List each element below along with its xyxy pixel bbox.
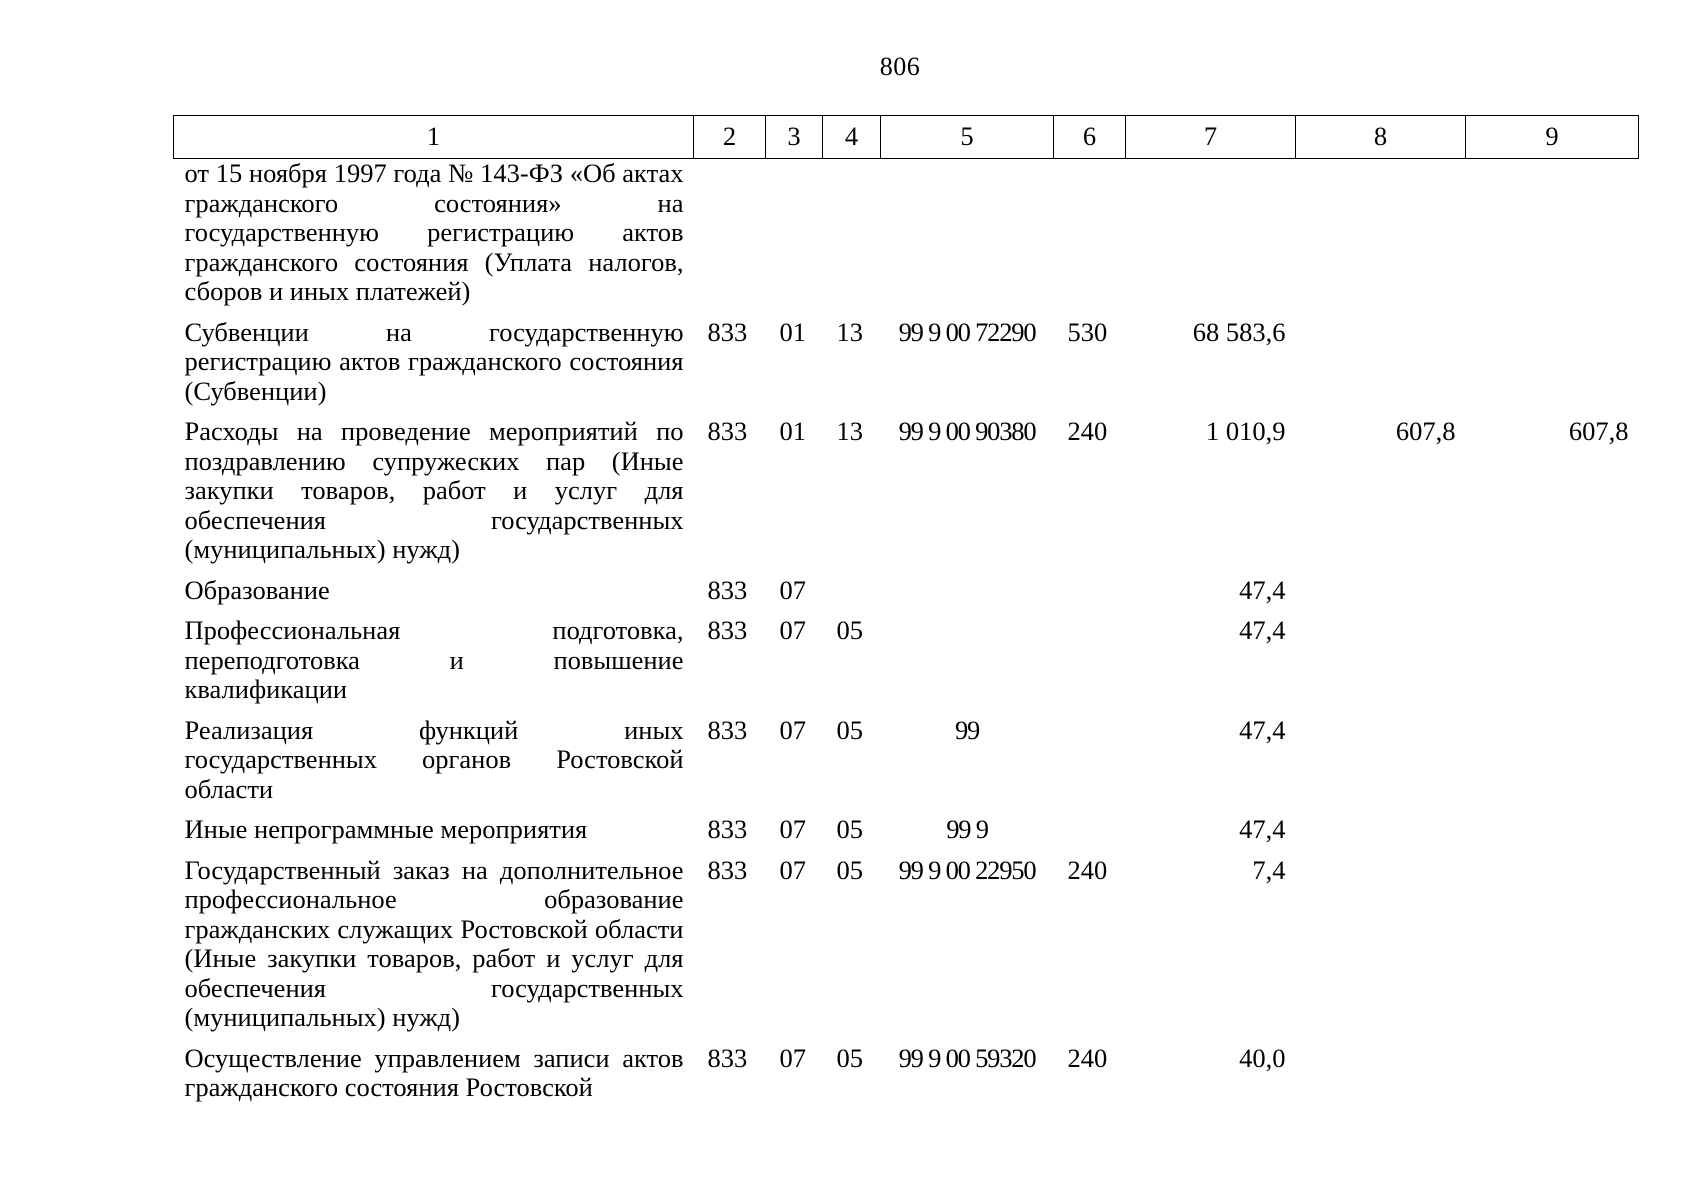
budget-table: [173, 115, 1639, 1114]
table-header: [174, 116, 1639, 159]
header-col-6: 6: [1054, 116, 1126, 159]
cell-department-code: 833: [707, 615, 748, 645]
cell-amount-col8: [1296, 576, 1466, 617]
row-description: Профессиональная подготовка, переподготовка и повышение квалификации: [184, 615, 684, 704]
cell-department-code: 833: [707, 416, 748, 446]
cell-amount-col8: [1296, 159, 1466, 318]
cell-amount-col7: 47,4: [1239, 814, 1286, 844]
cell-expense-type: [1054, 815, 1126, 856]
cell-department-code: [694, 159, 766, 318]
cell-department-code: 833: [707, 854, 748, 885]
cell-expense-type: [1054, 616, 1126, 716]
row-description: Осуществление управлением записи актов гражданского состояния Ростовской: [184, 1042, 684, 1102]
cell-expense-type: [1054, 716, 1126, 816]
cell-amount-col8: [1296, 815, 1466, 856]
cell-subsection-code: 05: [836, 814, 863, 844]
cell-expense-type: 240: [1067, 854, 1108, 885]
table-row: [174, 856, 1639, 1044]
cell-amount-col9: [1466, 1044, 1639, 1114]
table-row: [174, 417, 1639, 576]
cell-amount-col7: 68 583,6: [1192, 316, 1286, 347]
cell-amount-col9: [1466, 815, 1639, 856]
page-number: 806: [879, 52, 921, 81]
cell-department-code: 833: [707, 574, 748, 605]
cell-amount-col8: [1296, 318, 1466, 418]
cell-section-code: 07: [779, 1042, 806, 1073]
cell-subsection-code: 05: [836, 714, 863, 745]
table-row: [174, 616, 1639, 716]
cell-target-article: [881, 616, 1054, 716]
table-body: [174, 159, 1639, 1114]
cell-expense-type: [1054, 159, 1126, 318]
budget-table-container: [173, 115, 1638, 1114]
cell-amount-col7: 47,4: [1239, 615, 1286, 645]
cell-target-article: 99 9: [946, 814, 988, 844]
cell-amount-col7: 7,4: [1252, 854, 1286, 885]
cell-target-article: 99 9 00 59320: [898, 1042, 1036, 1073]
cell-section-code: 07: [779, 574, 806, 605]
header-row: [174, 116, 1639, 159]
cell-expense-type: 240: [1067, 1042, 1108, 1073]
cell-amount-col7: 47,4: [1239, 714, 1286, 745]
cell-section-code: 07: [779, 814, 806, 844]
header-col-8: 8: [1296, 116, 1466, 159]
cell-expense-type: 530: [1067, 316, 1108, 347]
row-description: Реализация функций иных государственных органов Ростовской области: [184, 714, 684, 804]
cell-amount-col9: [1466, 576, 1639, 617]
table-row: [174, 576, 1639, 617]
cell-amount-col7: [1126, 159, 1296, 318]
cell-department-code: 833: [707, 316, 748, 347]
cell-department-code: 833: [707, 714, 748, 745]
cell-amount-col8: [1296, 716, 1466, 816]
cell-subsection-code: 13: [836, 316, 863, 347]
cell-section-code: 07: [779, 615, 806, 645]
header-col-9: 9: [1466, 116, 1639, 159]
row-description: Образование: [184, 574, 330, 605]
cell-subsection-code: [823, 576, 881, 617]
cell-expense-type: [1054, 576, 1126, 617]
cell-department-code: 833: [707, 814, 748, 844]
cell-amount-col9: [1466, 616, 1639, 716]
cell-target-article: [881, 576, 1054, 617]
table-row: [174, 716, 1639, 816]
table-row: [174, 318, 1639, 418]
cell-subsection-code: 05: [836, 1042, 863, 1073]
cell-subsection-code: [823, 159, 881, 318]
cell-section-code: 07: [779, 714, 806, 745]
header-col-2: 2: [694, 116, 766, 159]
cell-amount-col7: 47,4: [1239, 574, 1286, 605]
table-row: [174, 159, 1639, 318]
cell-subsection-code: 13: [836, 416, 863, 446]
row-description: Расходы на проведение мероприятий по поздравлению супружеских пар (Иные закупки товаров, работ и услуг для обеспечения государственных (муниципальных) нужд): [184, 416, 684, 564]
row-description: Субвенции на государственную регистрацию актов гражданского состояния (Субвенции): [184, 316, 684, 406]
header-col-7: 7: [1126, 116, 1296, 159]
cell-amount-col7: 40,0: [1239, 1042, 1286, 1073]
cell-subsection-code: 05: [836, 854, 863, 885]
cell-section-code: 01: [779, 416, 806, 446]
header-col-1: 1: [174, 116, 694, 159]
cell-amount-col8: 607,8: [1395, 416, 1456, 446]
cell-section-code: [766, 159, 823, 318]
row-description: от 15 ноября 1997 года № 143-ФЗ «Об актах гражданского состояния» на государственную регистрацию актов гражданского состояния (Уплата налогов, сборов и иных платежей): [184, 158, 684, 306]
cell-target-article: 99 9 00 72290: [898, 316, 1036, 347]
cell-expense-type: 240: [1067, 416, 1108, 446]
header-col-5: 5: [881, 116, 1054, 159]
table-row: [174, 815, 1639, 856]
cell-target-article: 99: [954, 714, 980, 745]
cell-amount-col9: [1466, 159, 1639, 318]
cell-amount-col9: 607,8: [1568, 416, 1629, 446]
cell-subsection-code: 05: [836, 615, 863, 645]
cell-amount-col8: [1296, 616, 1466, 716]
cell-amount-col8: [1296, 1044, 1466, 1114]
cell-department-code: 833: [707, 1042, 748, 1073]
cell-section-code: 01: [779, 316, 806, 347]
cell-amount-col9: [1466, 856, 1639, 1044]
header-col-3: 3: [766, 116, 823, 159]
cell-target-article: 99 9 00 22950: [898, 854, 1036, 885]
cell-target-article: 99 9 00 90380: [898, 416, 1036, 446]
row-description: Иные непрограммные мероприятия: [184, 814, 588, 844]
table-row: [174, 1044, 1639, 1114]
cell-target-article: [881, 159, 1054, 318]
header-col-4: 4: [823, 116, 881, 159]
row-description: Государственный заказ на дополнительное профессиональное образование гражданских служащих Ростовской области (Иные закупки товаров, работ и услуг для обеспечения государственных (муниципальных) нужд): [184, 854, 684, 1032]
cell-amount-col9: [1466, 716, 1639, 816]
cell-amount-col9: [1466, 318, 1639, 418]
cell-amount-col7: 1 010,9: [1206, 416, 1286, 446]
cell-amount-col8: [1296, 856, 1466, 1044]
cell-section-code: 07: [779, 854, 806, 885]
